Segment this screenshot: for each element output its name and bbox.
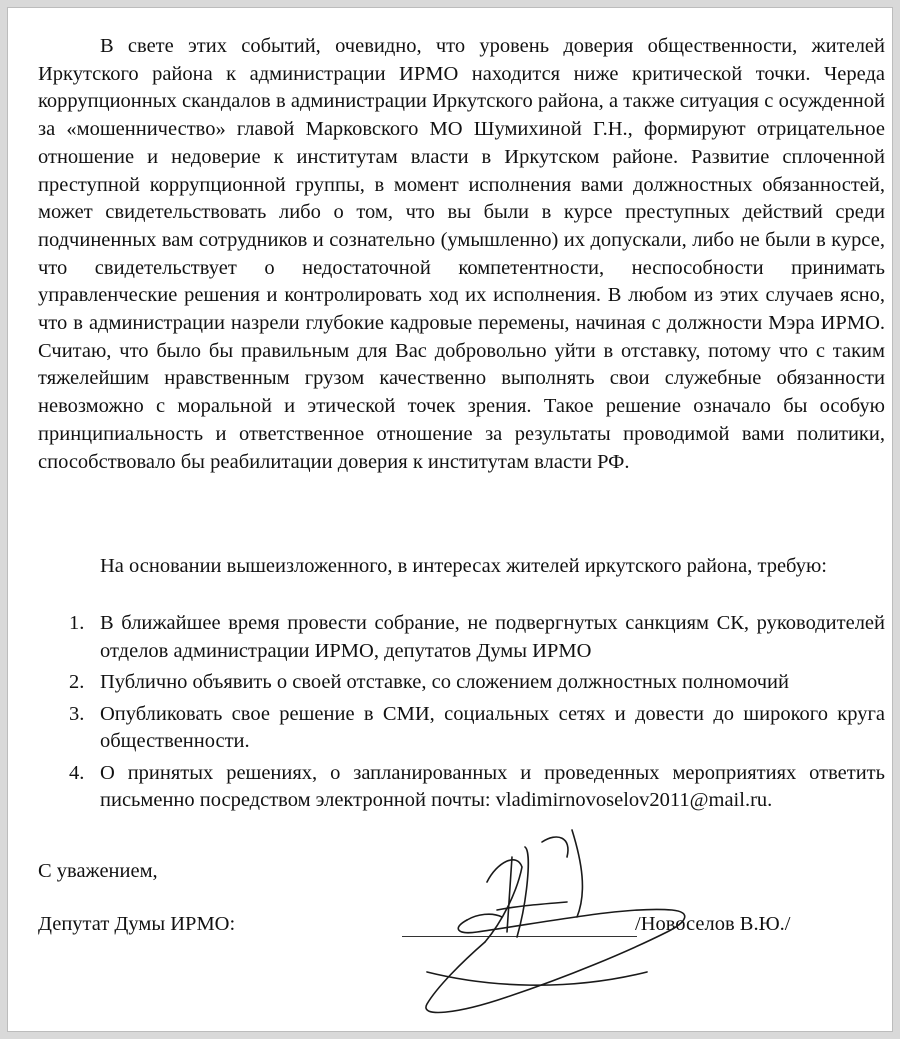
demand-text: В ближайшее время провести собрание, не подвергнутых санкциям СК, руководителей отделов администрации ИРМО, депутатов Думы ИРМО: [100, 612, 885, 662]
demand-number: 1.: [69, 612, 85, 634]
demand-item: [7, 610, 900, 665]
demand-text: О принятых решениях, о запланированных и проведенных мероприятиях ответить письменно посредством электронной почты: vladimirnovoselov2011@mail.ru.: [100, 761, 885, 811]
demand-item: [7, 669, 900, 697]
signer-position: Депутат Думы ИРМО:: [38, 913, 236, 935]
signatory-name: /Новоселов В.Ю./: [635, 913, 791, 935]
demand-text: Публично объявить о своей отставке, со сложением должностных полномочий: [100, 671, 789, 693]
demand-number: 2.: [69, 671, 85, 693]
closing-greeting: С уважением,: [38, 860, 158, 882]
main-paragraph: В свете этих событий, очевидно, что уровень доверия общественности, жителей Иркутского района к администрации ИРМО находится ниже критической точки. Череда коррупционных скандалов в администрации Иркутского района, а также ситуация с осужденной за «мошенничество» главой Марковского МО Шумихиной Г.Н., формируют отрицательное отношение и недоверие к институтам власти в Иркутском районе. Развитие сплоченной преступной коррупционной группы, в момент исполнения вами должностных обязанностей, может свидетельствовать либо о том, что вы были в курсе преступных действий среди подчиненных вам сотрудников и сознательно (умышленно) их допускали, либо не были в курсе, что свидетельствует о недостаточной компетентности, неспособности принимать управленческие решения и контролировать ход их исполнения. В любом из этих случаев ясно, что в администрации назрели глубокие кадровые перемены, начиная с должности Мэра ИРМО. Считаю, что было бы правильным для Вас добровольно уйти в отставку, потому что с таким тяжелейшим нравственным грузом качественно выполнять свои служебные обязанности невозможно с моральной и этической точек зрения. Такое решение означало бы особую принципиальность и ответственное отношение за результаты проводимой вами политики, способствовало бы реабилитации доверия к институтам власти РФ.: [38, 35, 885, 473]
demands-intro: На основании вышеизложенного, в интересах жителей иркутского района, требую:: [100, 555, 827, 577]
handwritten-signature: [367, 822, 697, 1022]
demand-item: [7, 701, 900, 756]
demands-list: [7, 610, 900, 819]
demand-text: Опубликовать свое решение в СМИ, социальных сетях и довести до широкого круга общественности.: [100, 702, 885, 752]
demand-number: 3.: [69, 702, 85, 725]
demand-item: [7, 760, 900, 815]
demand-number: 4.: [69, 761, 85, 784]
